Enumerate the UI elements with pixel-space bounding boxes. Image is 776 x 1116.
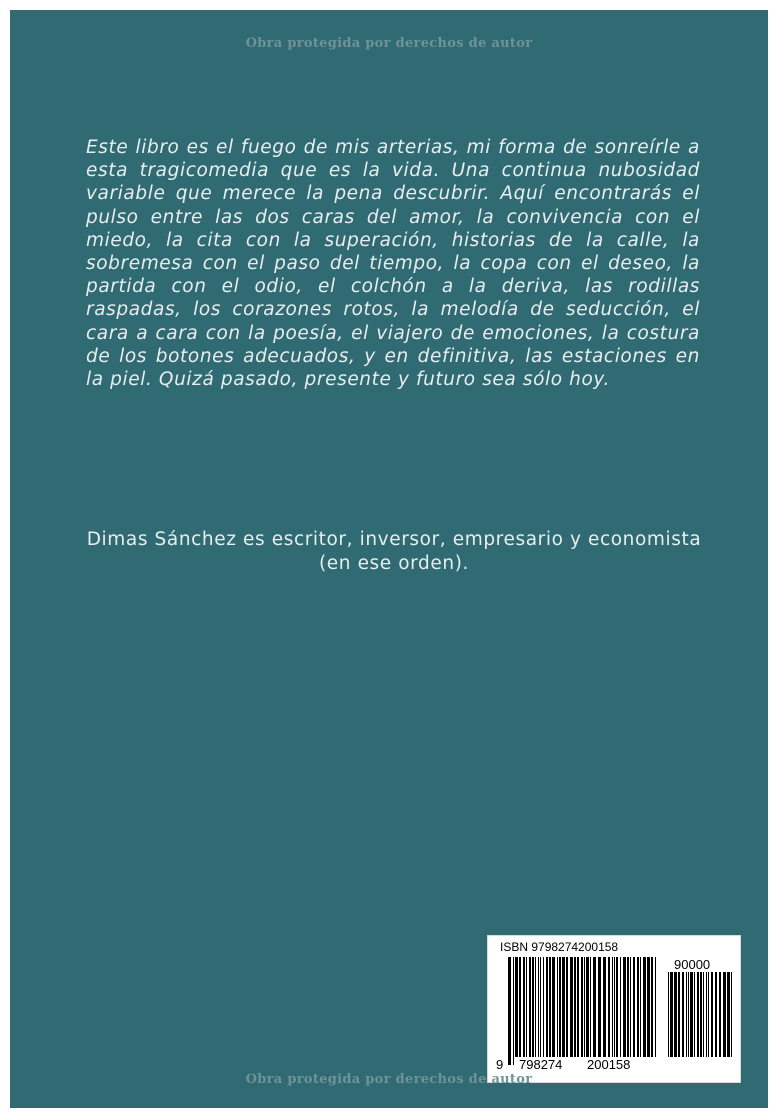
barcode-bar [697, 972, 699, 1057]
barcode-bar [715, 972, 717, 1057]
barcode-bar [655, 957, 656, 1057]
barcode-bars [508, 957, 656, 1065]
barcode-bar [562, 957, 565, 1057]
barcode-bar [678, 972, 680, 1057]
barcode-bar [616, 957, 618, 1057]
copyright-watermark-top: Obra protegida por derechos de autor [245, 36, 533, 51]
barcode-bar [668, 972, 669, 1057]
barcode-bar [566, 957, 568, 1057]
barcode-bar [711, 972, 713, 1057]
barcode-bar [670, 972, 673, 1057]
barcode-bar [570, 957, 573, 1057]
barcode-bar [647, 957, 650, 1057]
barcode-bar [552, 957, 555, 1057]
barcode-bar [706, 972, 707, 1057]
barcode-bar [593, 957, 596, 1057]
barcode-bar [700, 972, 702, 1057]
barcode-left-digits: 798274 [519, 1057, 563, 1072]
barcode-bar [690, 972, 693, 1057]
book-blurb: Este libro es el fuego de mis arterias, mi forma de sonreírle a esta tragicomedia que es la vida. Una continua nubosidad variable que merece la pena descubrir. Aquí encontrarás el pulso entre las dos caras del amor, la convivencia con el miedo, la cita con la superación, historias de la calle, la sobremesa con el paso del tiempo, la copa con el deseo, la partida con el odio, el colchón a la deriva, las rodillas raspadas, los corazones rotos, la melodía de seducción, el cara a cara con la poesía, el viajero de emociones, la costura de los botones adecuados, y en definitiva, las estaciones en la piel. Quizá pasado, presente y futuro sea sólo hoy. [86, 137, 700, 391]
isbn-label: ISBN 9798274200158 [500, 940, 619, 954]
isbn-barcode [487, 935, 741, 1083]
barcode-bar [598, 957, 601, 1057]
barcode-bar [674, 972, 677, 1057]
barcode-bar [694, 972, 695, 1057]
barcode-bar [559, 957, 561, 1057]
barcode-bar [630, 957, 631, 1057]
barcode-bar [546, 957, 548, 1057]
barcode-bar [526, 957, 527, 1057]
barcode-bar [603, 957, 606, 1057]
barcode-bar [577, 957, 579, 1057]
barcode-bar [708, 972, 709, 1057]
barcode-bar [719, 972, 721, 1057]
barcode-bar [727, 972, 730, 1057]
barcode-bar [549, 957, 551, 1057]
barcode-bar [682, 972, 684, 1057]
barcode-bar [532, 957, 534, 1057]
barcode-lead-digit: 9 [496, 1057, 504, 1072]
barcode-bar [686, 972, 687, 1057]
barcode-right-digits: 200158 [587, 1057, 631, 1072]
barcode-bar [508, 957, 511, 1065]
barcode-bar [627, 957, 629, 1057]
barcode-bar [703, 972, 704, 1057]
barcode-bar [640, 957, 641, 1057]
copyright-watermark-bottom: Obra protegida por derechos de autor [245, 1072, 533, 1087]
barcode-bar [637, 957, 639, 1057]
barcode-bar [614, 957, 615, 1057]
barcode-addon-bars [668, 972, 734, 1065]
barcode-addon-number: 90000 [674, 957, 711, 972]
barcode-bar [623, 957, 626, 1057]
barcode-bar [540, 957, 541, 1057]
barcode-bar [584, 957, 585, 1057]
barcode-bar [633, 957, 635, 1057]
barcode-bar [581, 957, 583, 1057]
barcode-bar [688, 972, 689, 1057]
barcode-bar [519, 957, 521, 1057]
barcode-bar [529, 957, 531, 1057]
barcode-bar [515, 957, 518, 1057]
barcode-bar [538, 957, 539, 1057]
barcode-bar [723, 972, 726, 1057]
barcode-bar [651, 957, 653, 1057]
author-bio: Dimas Sánchez es escritor, inversor, empresario y economista (en ese orden). [86, 529, 702, 574]
barcode-bar [620, 957, 621, 1057]
barcode-bar [612, 957, 613, 1057]
barcode-bar [643, 957, 646, 1057]
back-cover [10, 10, 768, 1108]
barcode-bar [586, 957, 589, 1065]
barcode-bar [513, 957, 514, 1065]
barcode-bar [535, 957, 536, 1057]
barcode-bar [557, 957, 558, 1057]
barcode-bar [731, 972, 732, 1057]
barcode-bar [608, 957, 610, 1057]
barcode-bar [523, 957, 525, 1057]
barcode-bar [590, 957, 591, 1065]
barcode-bar [543, 957, 544, 1057]
barcode-bar [574, 957, 576, 1057]
